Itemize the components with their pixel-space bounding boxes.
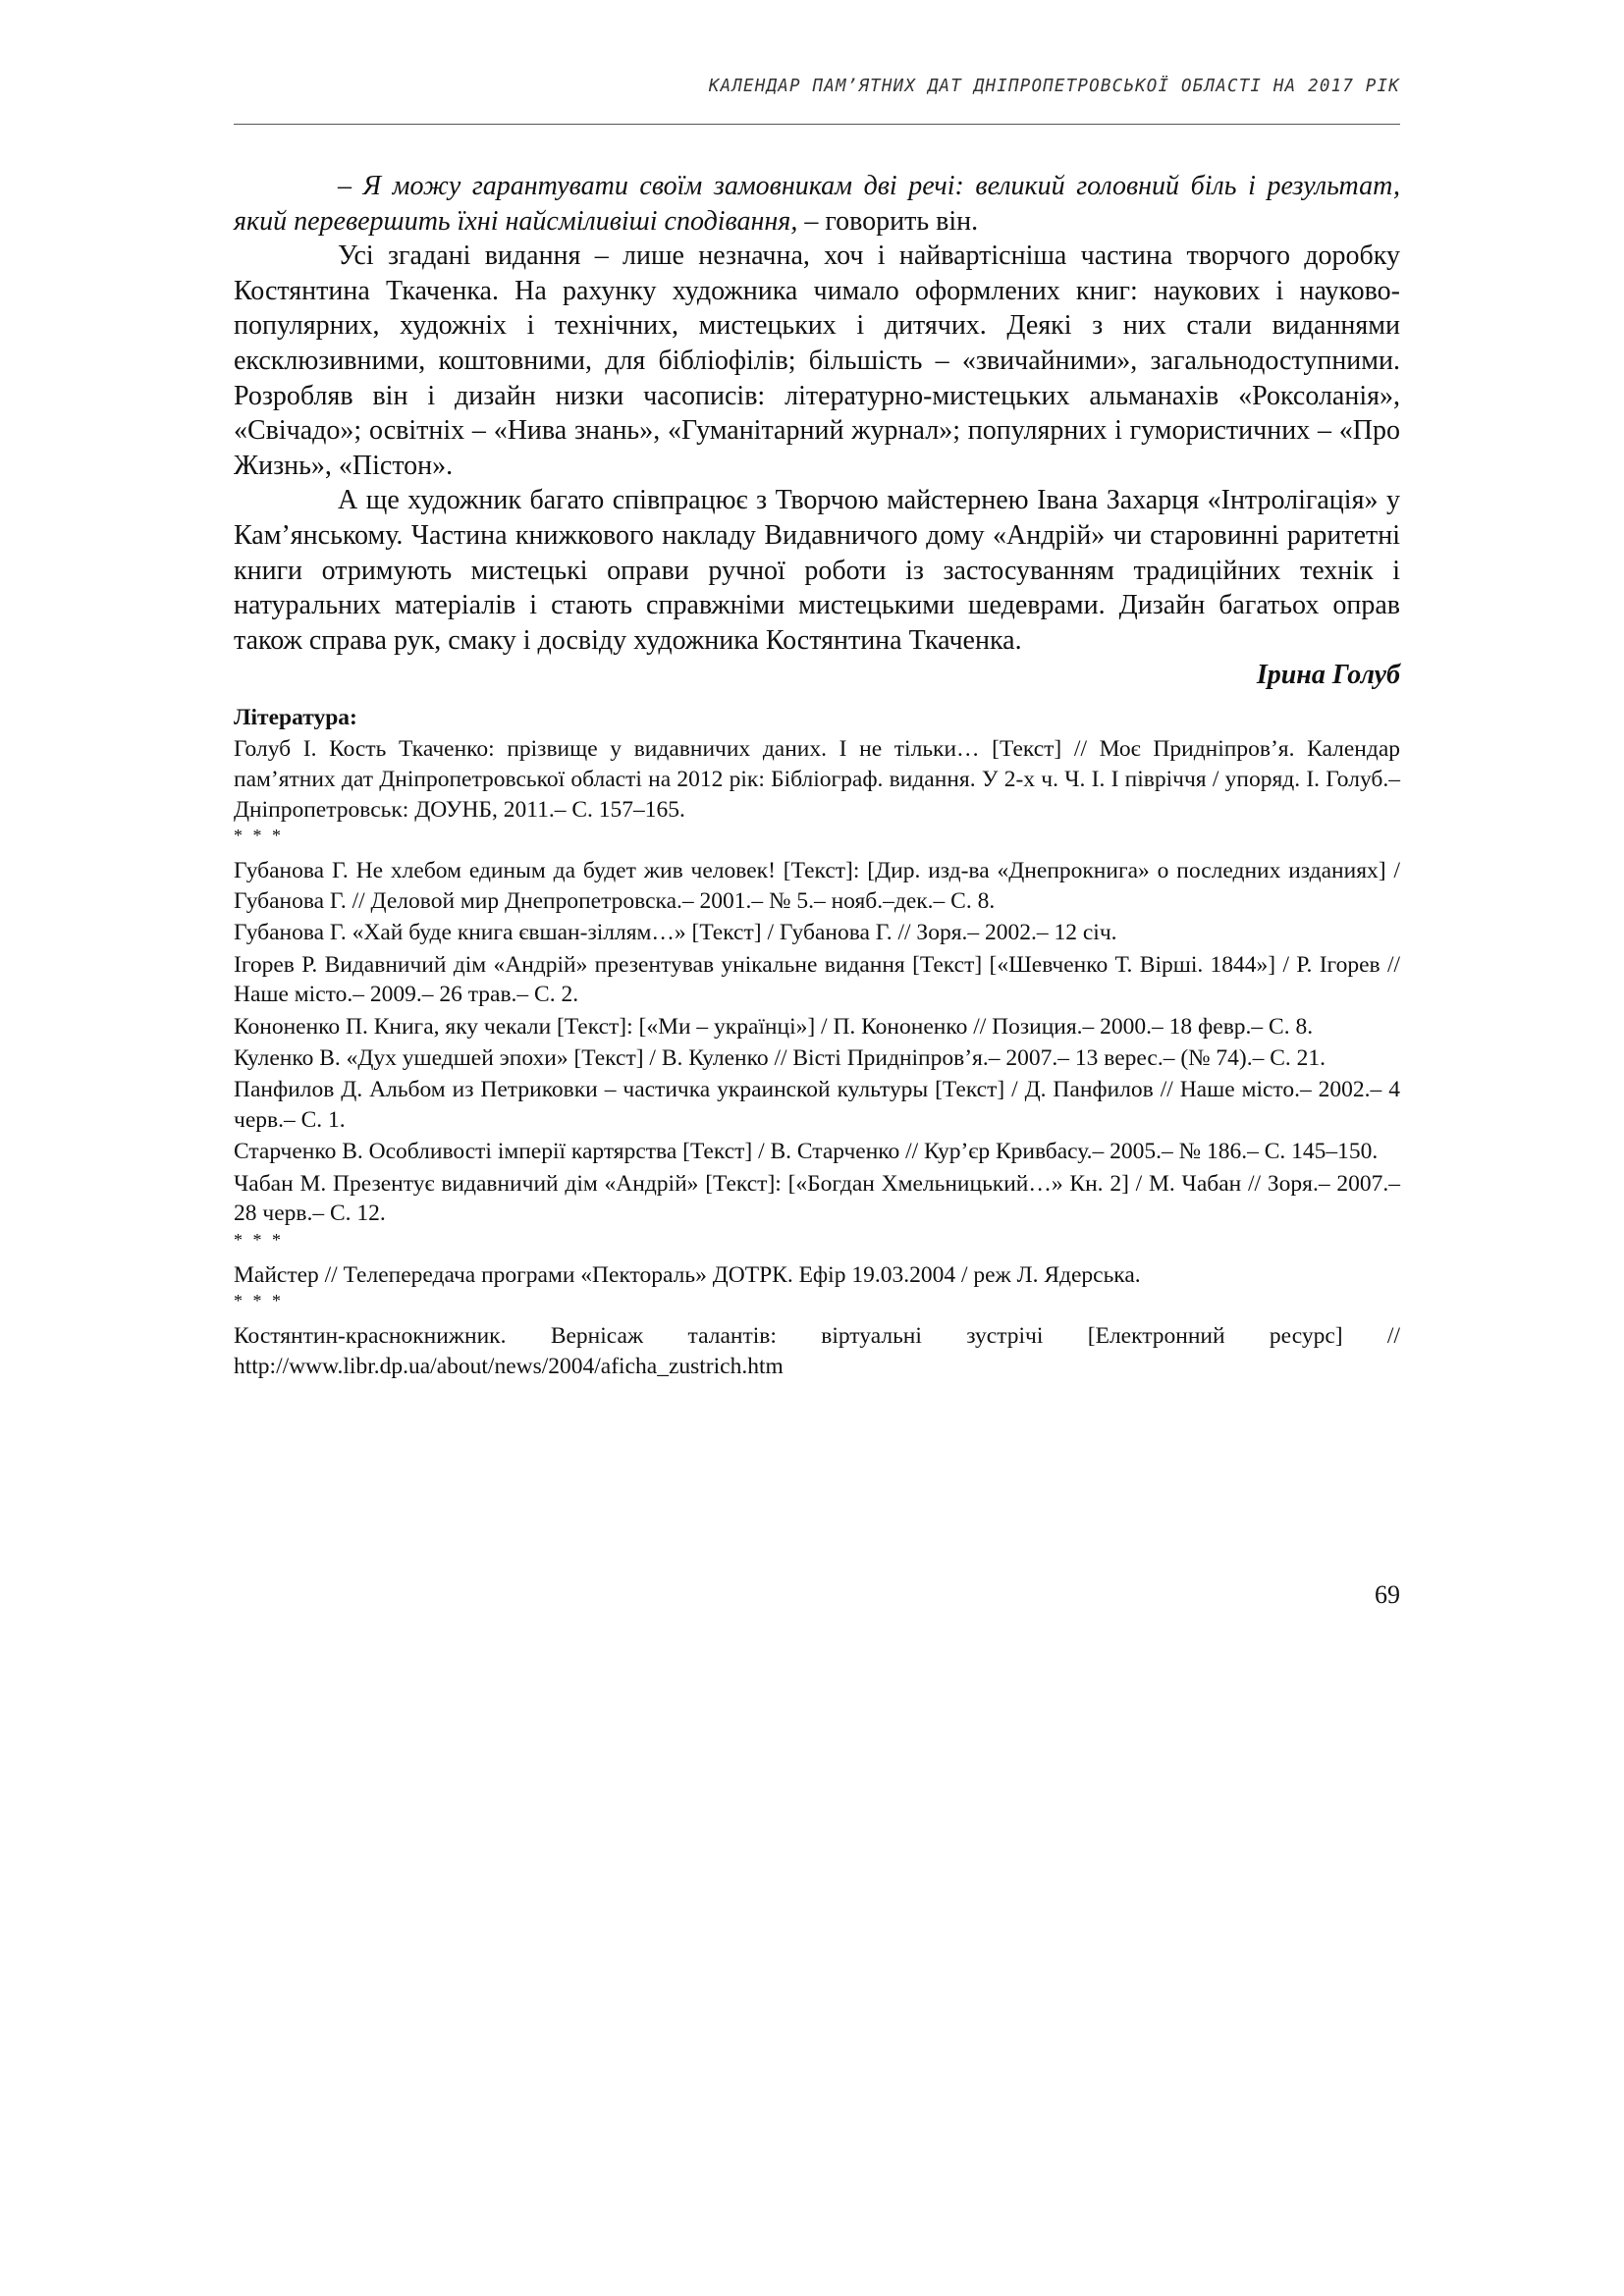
reference-item: Кононенко П. Книга, яку чекали [Текст]: [«Ми – українці»] / П. Кононенко // Позиция.– 2000.– 18 февр.– С. 8. xyxy=(234,1013,1314,1040)
page-number: 69 xyxy=(1375,1580,1400,1609)
references-heading: Література: xyxy=(234,705,357,730)
paragraph-books: Усі згадані видання – лише незначна, хоч і найвартісніша частина творчого доробку Костянтина Ткаченка. На рахунку художника чимало оформлених книг: наукових і науково-популярних, художніх і технічних, мистецьких і дитячих. Деякі з них стали виданнями ексклюзивними, коштовними, для бібліофілів; більшість – «звичайними», загальнодоступними. Розробляв він і дизайн низки часописів: літературно-мистецьких альманахів «Роксоланія», «Свічадо»; освітніх – «Нива знань», «Гуманітарний журнал»; популярних і гумористичних – «Про Жизнь», «Пістон». xyxy=(234,240,1400,481)
quote-paragraph xyxy=(234,169,1400,239)
quote-attribution: – говорить він. xyxy=(797,205,979,237)
reference-item: Губанова Г. «Хай буде книга євшан-зіллям…» [Текст] / Губанова Г. // Зоря.– 2002.– 12 січ. xyxy=(234,920,1117,946)
reference-item: Губанова Г. Не хлебом единым да будет жив человек! [Текст]: [Дир. изд-ва «Днепрокнига» о последних изданиях] / Губанова Г. // Деловой мир Днепропетровска.– 2001.– № 5.– нояб.–дек.– С. 8. xyxy=(234,858,1400,914)
references-section xyxy=(234,703,1400,1383)
reference-item: Голуб І. Кость Ткаченко: прізвище у видавничих даних. І не тільки… [Текст] // Моє Придніпров’я. Календар пам’ятних дат Дніпропетровської області на 2012 рік: Бібліограф. видання. У 2-х ч. Ч. І. І півріччя / упоряд. І. Голуб.– Дніпропетровськ: ДОУНБ, 2011.– С. 157–165. xyxy=(234,736,1400,823)
paragraph-bindings: А ще художник багато співпрацює з Творчою майстернею Івана Захарця «Інтролігація» у Кам’янському. Частина книжкового накладу Видавничого дому «Андрій» чи старовинні раритетні книги отримують мистецькі оправи ручної роботи із застосуванням традиційних технік і натуральних матеріалів і стають справжніми мистецькими шедеврами. Дизайн багатьох оправ також справа рук, смаку і досвіду художника Костянтина Ткаченка. xyxy=(234,485,1400,656)
author-signature: Ірина Голуб xyxy=(1256,660,1400,691)
running-header: КАЛЕНДАР ПАМ’ЯТНИХ ДАТ ДНІПРОПЕТРОВСЬКОЇ ОБЛАСТІ НА 2017 РІК xyxy=(708,77,1400,96)
quote-text: – Я можу гарантувати своїм замовникам дві речі: великий головний біль і результат, який перевершить їхні найсміливіші сподівання, xyxy=(234,171,1400,237)
reference-item: Куленко В. «Дух ушедшей эпохи» [Текст] / В. Куленко // Вісті Придніпров’я.– 2007.– 13 верес.– (№ 74).– С. 21. xyxy=(234,1044,1326,1071)
reference-item: Панфилов Д. Альбом из Петриковки – частичка украинской культуры [Текст] / Д. Панфилов // Наше місто.– 2002.– 4 черв.– С. 1. xyxy=(234,1077,1400,1134)
reference-item: Старченко В. Особливості імперії картярства [Текст] / В. Старченко // Кур’єр Кривбасу.– 2005.– № 186.– С. 145–150. xyxy=(234,1139,1379,1165)
article-body xyxy=(234,169,1400,693)
reference-separator: * * * xyxy=(234,1291,284,1311)
reference-separator: * * * xyxy=(234,1229,284,1250)
reference-separator: * * * xyxy=(234,826,284,846)
reference-item: Майстер // Телепередача програми «Пектораль» ДОТРК. Ефір 19.03.2004 / реж Л. Ядерська. xyxy=(234,1261,1141,1288)
reference-item: Чабан М. Презентує видавничий дім «Андрій» [Текст]: [«Богдан Хмельницький…» Кн. 2] / М. Чабан // Зоря.– 2007.– 28 черв.– С. 12. xyxy=(234,1170,1400,1227)
header-rule xyxy=(234,124,1400,125)
reference-item: Ігорев Р. Видавничий дім «Андрій» презентував унікальне видання [Текст] [«Шевченко Т. Вірші. 1844»] / Р. Ігорев // Наше місто.– 2009.– 26 трав.– С. 2. xyxy=(234,951,1400,1008)
reference-item-web: Костянтин-краснокнижник. Вернісаж талантів: віртуальні зустрічі [Електронний ресурс] // http://www.libr.dp.ua/about/news/2004/aficha_zustrich.htm xyxy=(234,1323,1400,1379)
